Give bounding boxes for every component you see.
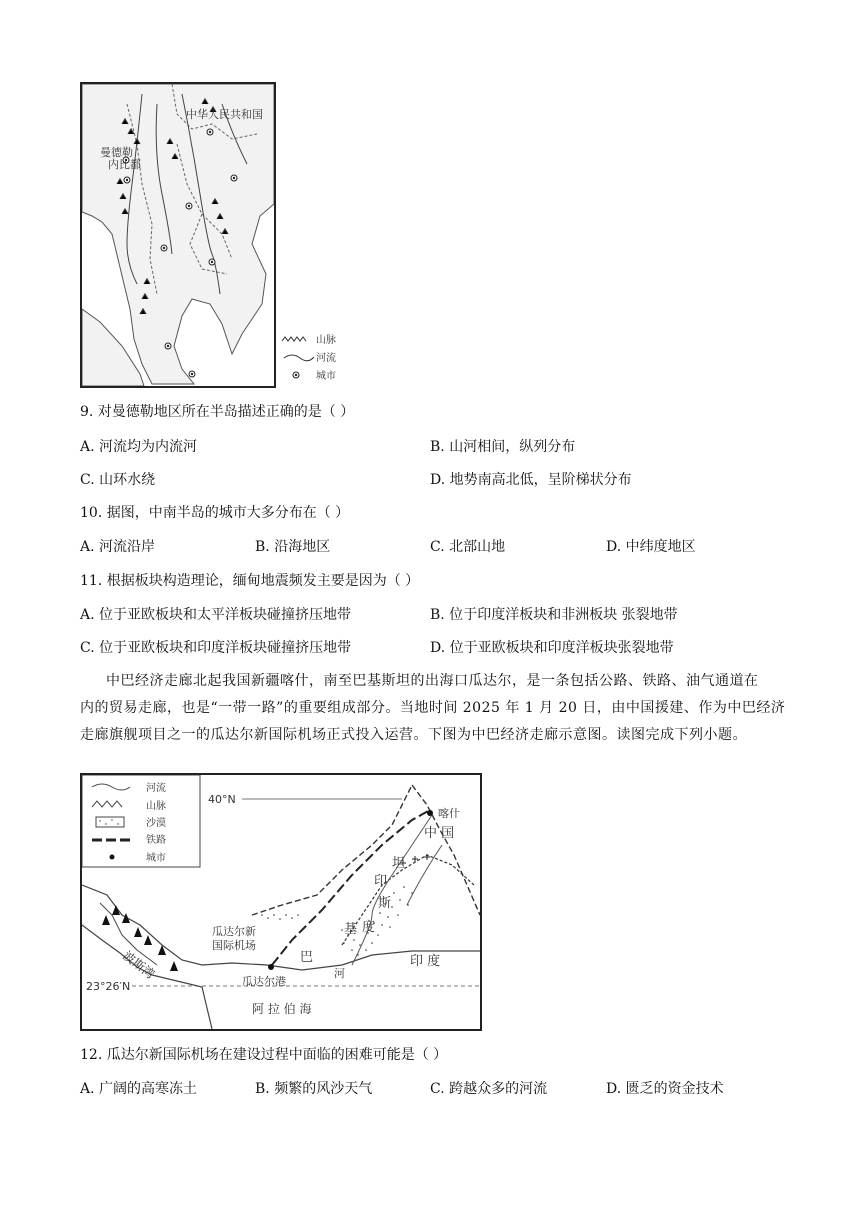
map2-label-gulf: 波斯湾: [120, 948, 158, 982]
question-12-option-c: C. 跨越众多的河流: [430, 1081, 548, 1097]
question-12-option-a: A. 广阔的高寒冻土: [80, 1081, 198, 1097]
question-11-option-d: D. 位于亚欧板块和印度洋板块张裂地带: [430, 640, 674, 656]
question-9-option-c: C. 山环水绕: [80, 472, 156, 488]
question-10-option-c: C. 北部山地: [430, 539, 506, 555]
question-9-stem: 9. 对曼德勒地区所在半岛描述正确的是（ ）: [80, 404, 355, 420]
map2-label-ji: 基: [344, 922, 358, 937]
map2-label-lat23: 23°26′N: [86, 980, 131, 993]
question-11-option-b: B. 位于印度洋板块和非洲板块 张裂地带: [430, 607, 678, 623]
map2-label-si: 斯: [378, 896, 392, 911]
map2-legend-desert: 沙漠: [146, 818, 166, 829]
indochina-map: [80, 82, 276, 388]
question-11-option-c: C. 位于亚欧板块和印度洋板块碰撞挤压地带: [80, 640, 352, 656]
map2-legend-railway: 铁路: [146, 835, 166, 846]
map1-label-mandalay: 曼德勒: [100, 146, 133, 159]
question-10-option-a: A. 河流沿岸: [80, 539, 156, 555]
question-10-option-d: D. 中纬度地区: [606, 539, 696, 555]
question-12-stem: 12. 瓜达尔新国际机场在建设过程中面临的困难可能是（ ）: [80, 1047, 448, 1063]
map1-legend-mountain: 山脉: [316, 335, 336, 346]
question-12-option-d: D. 匮乏的资金技术: [606, 1081, 724, 1097]
question-9-option-a: A. 河流均为内流河: [80, 439, 198, 455]
map2-label-airport-2: 国际机场: [212, 939, 256, 952]
passage-line-2: 内的贸易走廊，也是“一带一路”的重要组成部分。当地时间 2025 年 1 月 20 日，由中国援建、作为中巴经济: [80, 700, 786, 716]
map2-label-china: 中 国: [424, 826, 455, 841]
map2-label-du: 度: [362, 920, 376, 935]
map2-label-india: 印 度: [410, 954, 441, 969]
question-9-option-b: B. 山河相间，纵列分布: [430, 439, 576, 455]
map2-label-tan: 坦: [392, 856, 406, 871]
map1-legend-city: 城市: [316, 371, 336, 382]
passage-line-3: 走廊旗舰项目之一的瓜达尔新国际机场正式投入运营。下图为中巴经济走廊示意图。读图完成下列小题。: [80, 727, 747, 743]
question-11-option-a: A. 位于亚欧板块和太平洋板块碰撞挤压地带: [80, 607, 352, 623]
map2-label-kashgar: 喀什: [438, 807, 460, 820]
question-12-option-b: B. 频繁的风沙天气: [255, 1081, 373, 1097]
map1-label-naypyidaw: 内比都: [108, 158, 141, 171]
passage-line-1: 中巴经济走廊北起我国新疆喀什，南至巴基斯坦的出海口瓜达尔，是一条包括公路、铁路、油气通道在: [106, 673, 759, 689]
map2-label-sea: 阿 拉 伯 海: [252, 1002, 312, 1016]
map1-legend: [280, 333, 350, 385]
cpec-map: [80, 773, 482, 1031]
map2-label-yin: 印: [374, 874, 388, 889]
question-10-option-b: B. 沿海地区: [255, 539, 331, 555]
map2-legend-river: 河流: [146, 783, 166, 794]
question-11-stem: 11. 根据板块构造理论，缅甸地震频发主要是因为（ ）: [80, 573, 420, 589]
question-9-option-d: D. 地势南高北低，呈阶梯状分布: [430, 472, 632, 488]
map2-legend-mountain: 山脉: [146, 801, 166, 812]
map1-label-china: 中华人民共和国: [186, 108, 263, 121]
map2-legend-city: 城市: [146, 853, 166, 864]
question-10-stem: 10. 据图，中南半岛的城市大多分布在（ ）: [80, 505, 350, 521]
map1-legend-river: 河流: [316, 353, 336, 364]
map2-label-lat40: 40°N: [208, 793, 236, 806]
map2-label-he: 河: [334, 967, 345, 980]
map2-label-ba: 巴: [300, 950, 314, 965]
map2-label-airport-1: 瓜达尔新: [212, 925, 256, 938]
map2-label-port: 瓜达尔港: [242, 975, 286, 988]
